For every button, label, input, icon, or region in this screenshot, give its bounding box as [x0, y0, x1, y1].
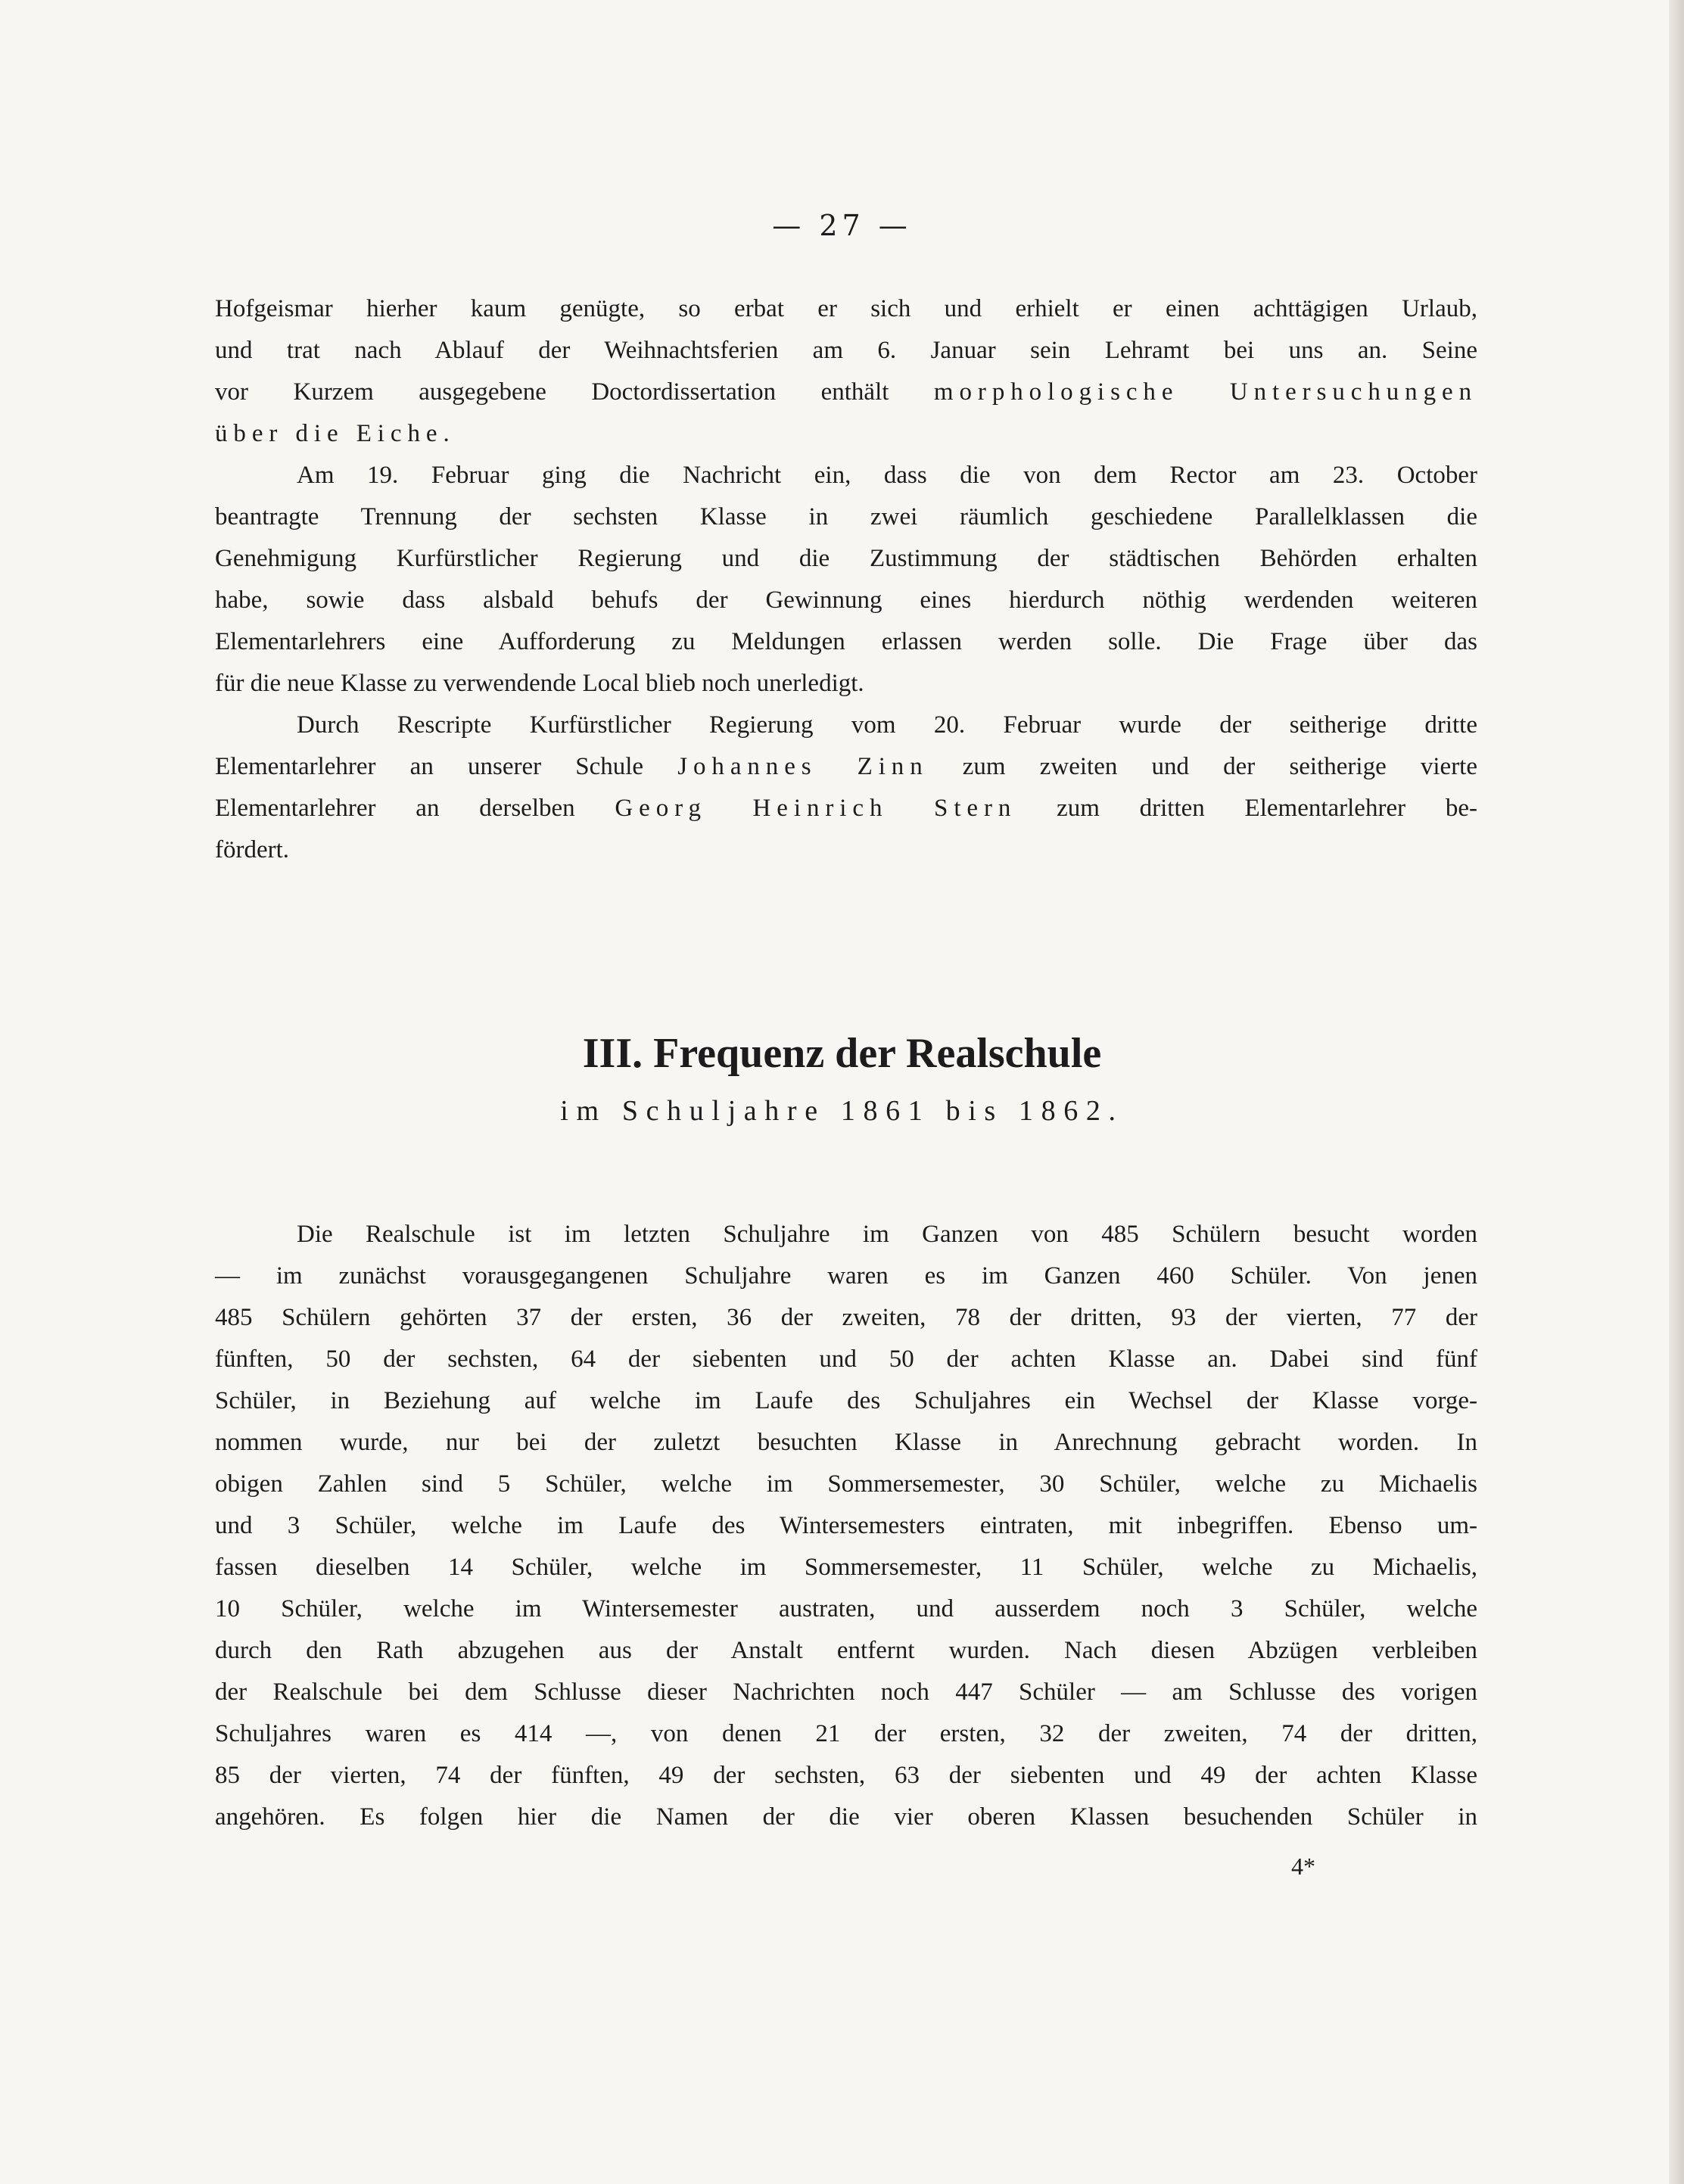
text-line: für die neue Klasse zu verwendende Local blieb noch unerledigt.: [215, 670, 864, 697]
section-subtitle: im Schuljahre 1861 bis 1862.: [560, 1095, 1124, 1127]
text-line: fassen dieselben 14 Schüler, welche im Sommersemester, 11 Schüler, welche zu Michaelis,: [215, 1554, 1477, 1581]
text-line: Durch Rescripte Kurfürstlicher Regierung vom 20. Februar wurde der seitherige dritte: [297, 711, 1477, 739]
text-line: und 3 Schüler, welche im Laufe des Wintersemesters eintraten, mit inbegriffen. Ebenso um-: [215, 1512, 1477, 1539]
text-line: Elementarlehrers eine Aufforderung zu Meldungen erlassen werden solle. Die Frage über das: [215, 628, 1477, 655]
person-name: Georg Heinrich Stern: [615, 795, 1017, 822]
text-line: — im zunächst vorausgegangenen Schuljahre waren es im Ganzen 460 Schüler. Von jenen: [215, 1262, 1477, 1290]
text-line: habe, sowie dass alsbald behufs der Gewinnung eines hierdurch nöthig werdenden weiteren: [215, 586, 1477, 614]
page-number: — 27 —: [772, 209, 912, 242]
section-title: III. Frequenz der Realschule: [582, 1030, 1102, 1077]
text-line: nommen wurde, nur bei der zuletzt besuchten Klasse in Anrechnung gebracht worden. In: [215, 1429, 1477, 1456]
page-edge-shadow: [1669, 0, 1684, 2184]
text-line: angehören. Es folgen hier die Namen der die vier oberen Klassen besuchenden Schüler in: [215, 1803, 1477, 1831]
text-line: Schuljahres waren es 414 —, von denen 21 der ersten, 32 der zweiten, 74 der dritten,: [215, 1720, 1477, 1747]
body-text-bottom: [215, 1214, 1477, 1838]
text-line: Elementarlehrer an unserer Schule Johannes Zinn zum zweiten und der seitherige vierte: [215, 753, 1477, 780]
signature-mark: 4*: [1291, 1853, 1315, 1880]
text-line: durch den Rath abzugehen aus der Anstalt entfernt wurden. Nach diesen Abzügen verbleiben: [215, 1637, 1477, 1664]
text-line: beantragte Trennung der sechsten Klasse in zwei räumlich geschiedene Parallelklassen die: [215, 503, 1477, 530]
text-line: 85 der vierten, 74 der fünften, 49 der sechsten, 63 der siebenten und 49 der achten Klasse: [215, 1762, 1477, 1789]
spaced-emphasis: über die Eiche.: [215, 420, 456, 447]
person-name: Johannes Zinn: [677, 753, 929, 780]
text-line: 10 Schüler, welche im Wintersemester austraten, und ausserdem noch 3 Schüler, welche: [215, 1595, 1477, 1622]
text-line: fördert.: [215, 836, 290, 863]
text-line: Schüler, in Beziehung auf welche im Laufe des Schuljahres ein Wechsel der Klasse vorge-: [215, 1387, 1477, 1414]
text-line: und trat nach Ablauf der Weihnachtsferien am 6. Januar sein Lehramt bei uns an. Seine: [215, 337, 1477, 364]
spaced-emphasis: morphologische Untersuchungen: [933, 378, 1477, 406]
text-line: fünften, 50 der sechsten, 64 der siebenten und 50 der achten Klasse an. Dabei sind fünf: [215, 1346, 1477, 1373]
text-line: Am 19. Februar ging die Nachricht ein, dass die von dem Rector am 23. October: [297, 462, 1477, 489]
text-line: Genehmigung Kurfürstlicher Regierung und die Zustimmung der städtischen Behörden erhalten: [215, 545, 1477, 572]
text-line: der Realschule bei dem Schlusse dieser Nachrichten noch 447 Schüler — am Schlusse des vorigen: [215, 1678, 1477, 1706]
body-text-top: [215, 288, 1477, 871]
text-line: vor Kurzem ausgegebene Doctordissertation enthält morphologische Untersuchungen: [215, 378, 1477, 406]
text-line: Elementarlehrer an derselben Georg Heinrich Stern zum dritten Elementarlehrer be-: [215, 795, 1477, 822]
text-line: 485 Schülern gehörten 37 der ersten, 36 der zweiten, 78 der dritten, 93 der vierten, 77 der: [215, 1304, 1477, 1331]
text-line: [215, 413, 1477, 455]
text-line: Hofgeismar hierher kaum genügte, so erbat er sich und erhielt er einen achttägigen Urlaub,: [215, 295, 1477, 322]
text-line: Die Realschule ist im letzten Schuljahre im Ganzen von 485 Schülern besucht worden: [297, 1221, 1477, 1248]
text-line: obigen Zahlen sind 5 Schüler, welche im Sommersemester, 30 Schüler, welche zu Michaelis: [215, 1470, 1477, 1498]
